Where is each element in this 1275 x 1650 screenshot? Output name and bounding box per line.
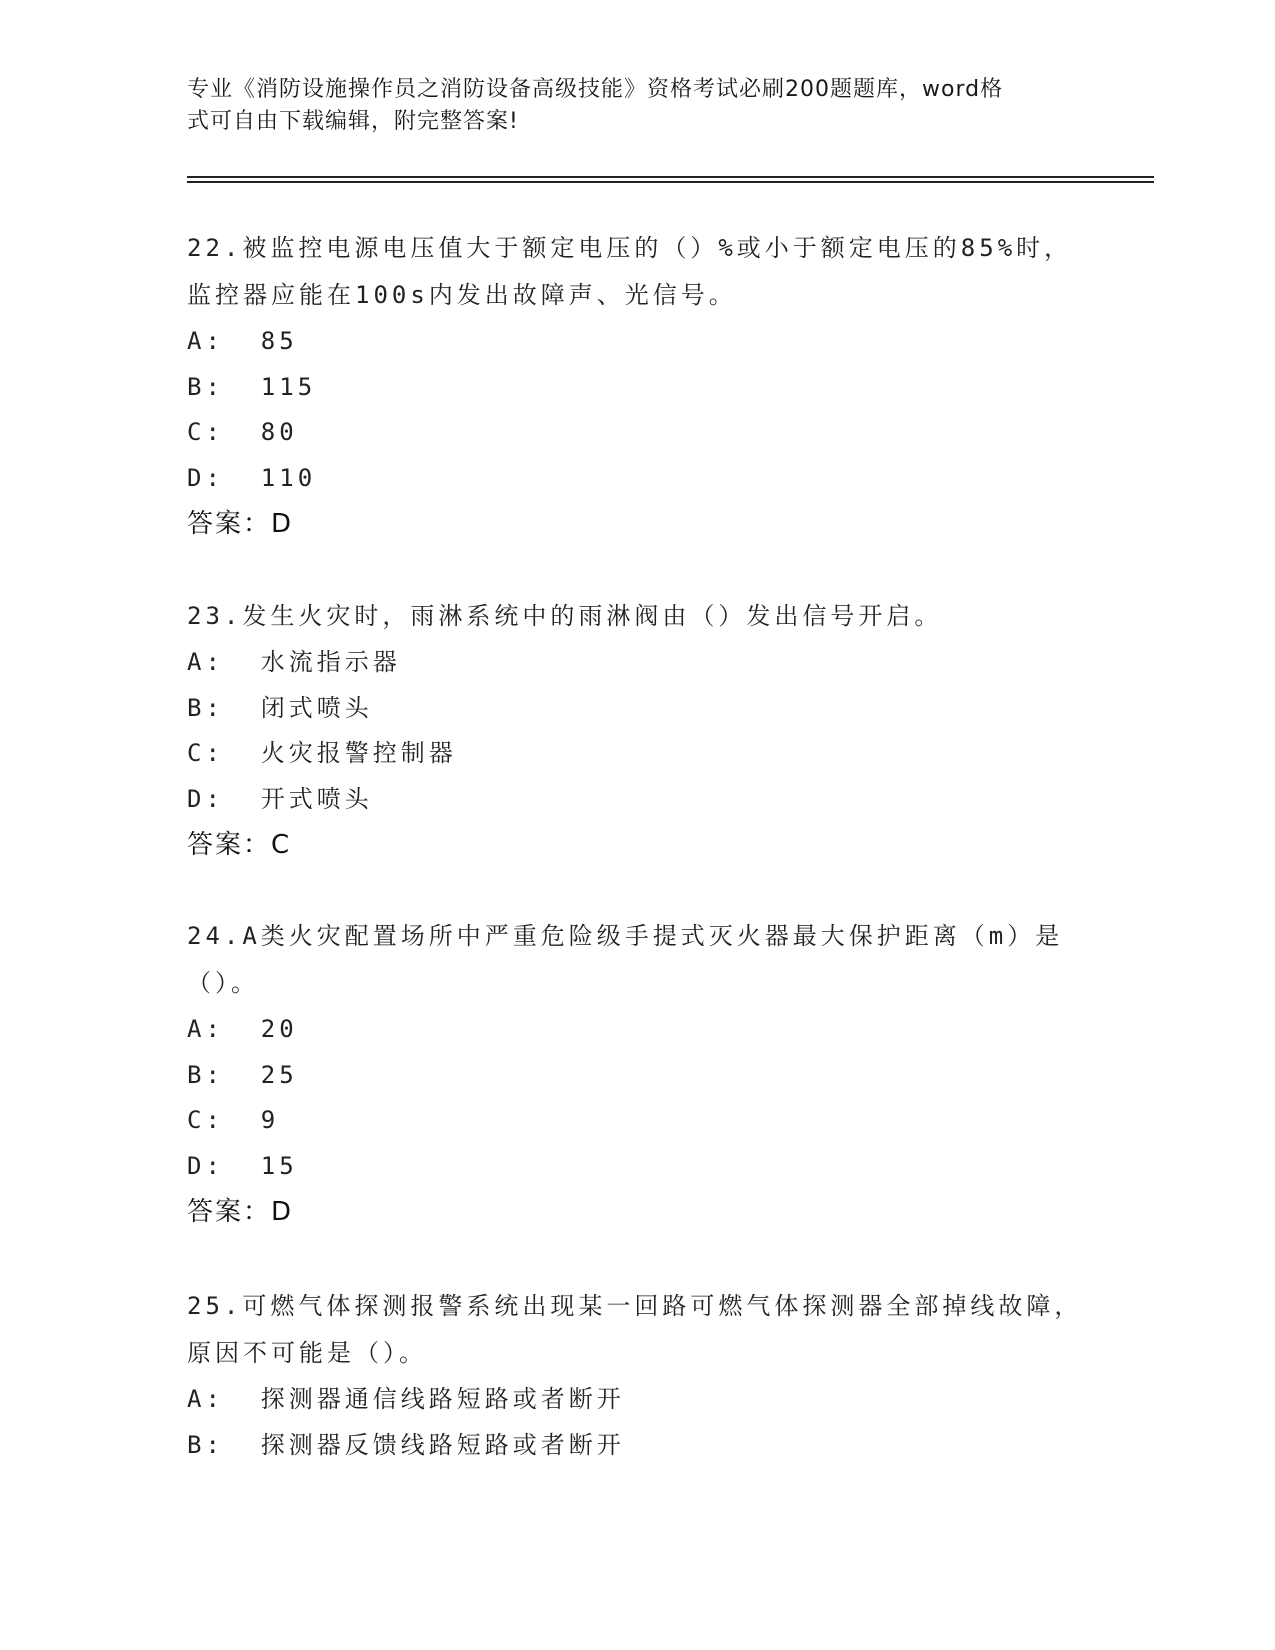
option-a: A: 85 bbox=[187, 327, 298, 355]
question-text: 23.发生火灾时，雨淋系统中的雨淋阀由（）发出信号开启。 bbox=[187, 602, 943, 630]
answer: 答案：C bbox=[187, 830, 292, 860]
answer: 答案：D bbox=[187, 1197, 294, 1227]
question-text: 25.可燃气体探测报警系统出现某一回路可燃气体探测器全部掉线故障，原因不可能是（）。 bbox=[187, 1292, 1083, 1367]
option-b: B: 25 bbox=[187, 1060, 298, 1089]
option-c: C: 80 bbox=[187, 418, 298, 446]
option-d: D: 开式喷头 bbox=[187, 784, 373, 813]
question-24 bbox=[187, 913, 1087, 1235]
option-c: C: 火灾报警控制器 bbox=[187, 739, 457, 767]
header-divider-top bbox=[187, 176, 1154, 178]
option-d: D: 15 bbox=[187, 1151, 298, 1180]
option-a: A: 20 bbox=[187, 1015, 298, 1043]
option-b: B: 115 bbox=[187, 372, 317, 401]
option-a: A: 探测器通信线路短路或者断开 bbox=[187, 1385, 625, 1413]
option-d: D: 110 bbox=[187, 463, 317, 492]
question-22 bbox=[187, 225, 1087, 547]
question-text: 22.被监控电源电压值大于额定电压的（）%或小于额定电压的85%时，监控器应能在100s内发出故障声、光信号。 bbox=[187, 234, 1073, 309]
option-b: B: 探测器反馈线路短路或者断开 bbox=[187, 1430, 625, 1459]
question-23 bbox=[187, 593, 1087, 868]
document-header bbox=[187, 74, 1067, 138]
question-text: 24.A类火灾配置场所中严重危险级手提式灭火器最大保护距离（m）是（）。 bbox=[187, 922, 1064, 997]
header-line-1: 专业《消防设施操作员之消防设备高级技能》资格考试必刷200题题库，word格 bbox=[187, 77, 1004, 102]
question-25 bbox=[187, 1283, 1087, 1468]
option-b: B: 闭式喷头 bbox=[187, 693, 373, 722]
header-line-2: 式可自由下载编辑，附完整答案! bbox=[187, 109, 519, 134]
option-c: C: 9 bbox=[187, 1106, 280, 1134]
option-a: A: 水流指示器 bbox=[187, 648, 401, 676]
answer: 答案：D bbox=[187, 509, 294, 539]
header-divider-bottom bbox=[187, 181, 1154, 183]
